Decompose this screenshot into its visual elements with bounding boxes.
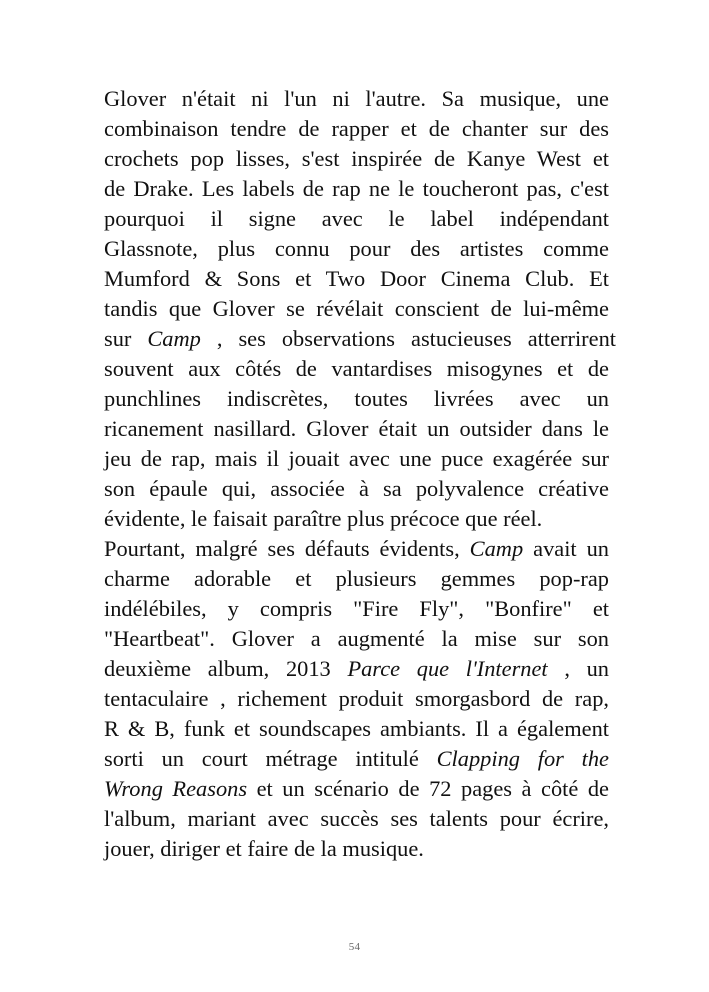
text-line xyxy=(104,804,609,834)
text-line xyxy=(104,114,609,144)
text-line xyxy=(104,774,609,804)
text-segment: deuxième album, 2013 xyxy=(104,656,348,681)
text-line xyxy=(104,174,609,204)
italic-title: Clapping for the xyxy=(436,746,609,771)
page-number: 54 xyxy=(348,941,361,953)
italic-title: Parce que l'Internet xyxy=(347,656,548,681)
text-line xyxy=(104,564,609,594)
text-line xyxy=(104,654,609,684)
text-segment: "Heartbeat". Glover a augmenté la mise sur son xyxy=(104,626,609,651)
text-segment: évidente, le faisait paraître plus précoce que réel. xyxy=(104,506,543,531)
text-segment: l'album, mariant avec succès ses talents pour écrire, xyxy=(104,806,609,831)
text-segment: jouer, diriger et faire de la musique. xyxy=(104,836,424,861)
text-line xyxy=(104,714,609,744)
italic-title: Camp xyxy=(469,536,524,561)
text-line xyxy=(104,324,616,354)
text-segment: , ses observations astucieuses atterrirent xyxy=(200,326,616,351)
text-segment: , un xyxy=(547,656,610,681)
text-segment: combinaison tendre de rapper et de chanter sur des xyxy=(104,116,609,141)
text-segment: souvent aux côtés de vantardises misogynes et de xyxy=(104,356,609,381)
text-segment: sorti un court métrage intitulé xyxy=(104,746,437,771)
text-segment: Glover n'était ni l'un ni l'autre. Sa musique, une xyxy=(104,86,609,111)
text-segment: Mumford & Sons et Two Door Cinema Club. Et xyxy=(104,266,609,291)
text-line xyxy=(104,684,609,714)
text-line xyxy=(104,384,609,414)
text-line xyxy=(104,294,609,324)
text-segment: sur xyxy=(104,326,148,351)
text-line xyxy=(104,534,609,564)
text-segment: avait un xyxy=(523,536,609,561)
text-line xyxy=(104,504,609,534)
text-line xyxy=(104,474,609,504)
text-line xyxy=(104,444,609,474)
text-segment: tentaculaire , richement produit smorgasbord de rap, xyxy=(104,686,609,711)
text-segment: tandis que Glover se révélait conscient de lui-même xyxy=(104,296,609,321)
text-segment: punchlines indiscrètes, toutes livrées avec un xyxy=(104,386,609,411)
text-line xyxy=(104,264,609,294)
text-segment: crochets pop lisses, s'est inspirée de Kanye West et xyxy=(104,146,609,171)
text-segment: charme adorable et plusieurs gemmes pop-rap xyxy=(104,566,609,591)
text-line xyxy=(104,234,609,264)
text-segment: de Drake. Les labels de rap ne le toucheront pas, c'est xyxy=(104,176,609,201)
text-line xyxy=(104,144,609,174)
text-segment: jeu de rap, mais il jouait avec une puce exagérée sur xyxy=(104,446,609,471)
text-line xyxy=(104,624,609,654)
text-segment: Pourtant, malgré ses défauts évidents, xyxy=(104,536,470,561)
text-segment: pourquoi il signe avec le label indépendant xyxy=(104,206,609,231)
text-line xyxy=(104,834,609,864)
body-text xyxy=(104,84,616,864)
text-line xyxy=(104,84,609,114)
italic-title: Wrong Reasons xyxy=(104,776,248,801)
text-segment: R & B, funk et soundscapes ambiants. Il a également xyxy=(104,716,609,741)
text-segment: son épaule qui, associée à sa polyvalence créative xyxy=(104,476,609,501)
text-segment: et un scénario de 72 pages à côté de xyxy=(247,776,609,801)
text-line xyxy=(104,744,609,774)
text-line xyxy=(104,204,609,234)
italic-title: Camp xyxy=(147,326,201,351)
text-segment: Glassnote, plus connu pour des artistes comme xyxy=(104,236,609,261)
text-line xyxy=(104,354,609,384)
text-segment: ricanement nasillard. Glover était un outsider dans le xyxy=(104,416,609,441)
text-segment: indélébiles, y compris "Fire Fly", "Bonfire" et xyxy=(104,596,609,621)
text-line xyxy=(104,414,609,444)
text-line xyxy=(104,594,609,624)
